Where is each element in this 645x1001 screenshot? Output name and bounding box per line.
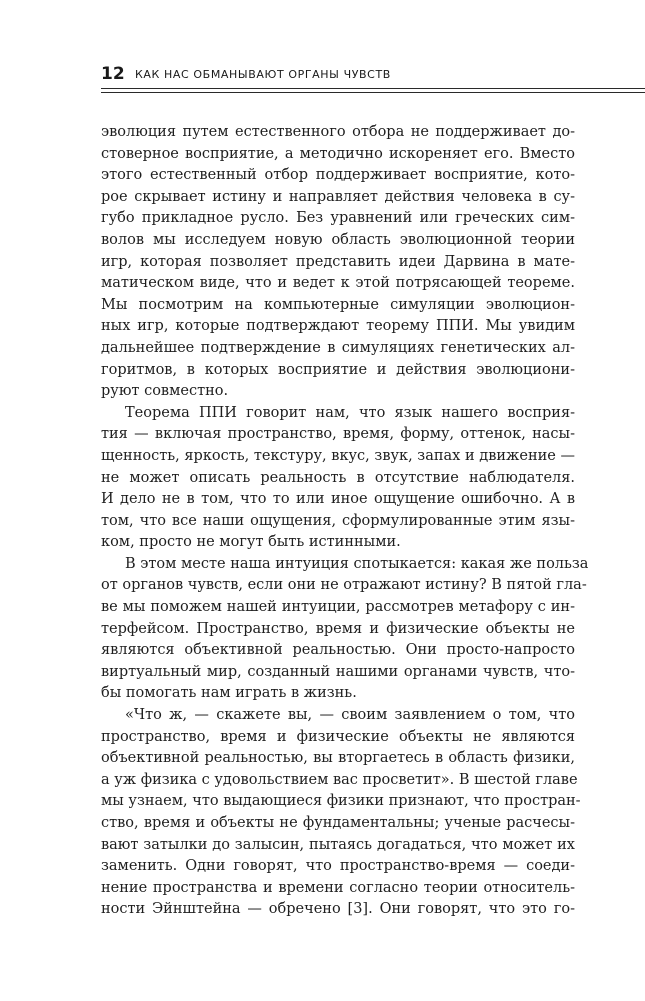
running-header xyxy=(101,58,645,98)
text-line: ство, время и объекты не фундаментальны; ученые расчесы- xyxy=(101,815,575,831)
text-line: бы помогать нам играть в жизнь. xyxy=(101,685,357,702)
page-number: 12 xyxy=(101,64,125,84)
text-line: Теорема ППИ говорит нам, что язык нашего восприя- xyxy=(125,404,575,421)
paragraph xyxy=(101,403,575,554)
text-line: этого естественный отбор поддерживает восприятие, кото- xyxy=(101,167,575,184)
text-line: матическом виде, что и ведет к этой потрясающей теореме. xyxy=(101,275,575,292)
text-line: заменить. Одни говорят, что пространство-время — соеди- xyxy=(101,858,575,875)
text-line: И дело не в том, что то или иное ощущение ошибочно. А в xyxy=(101,491,575,508)
text-line: виртуальный мир, созданный нашими органами чувств, что- xyxy=(101,663,575,680)
text-line: Мы посмотрим на компьютерные симуляции эволюцион- xyxy=(101,296,575,313)
header-rule-bottom xyxy=(101,92,645,93)
body-text xyxy=(101,122,589,921)
text-line: том, что все наши ощущения, сформулированные этим язы- xyxy=(101,512,575,529)
text-line: стоверное восприятие, а методично искореняет его. Вместо xyxy=(101,145,575,162)
text-line: а уж физика с удовольствием вас просветит». В шестой главе xyxy=(101,771,578,788)
text-line: нение пространства и времени согласно теории относитель- xyxy=(101,879,575,896)
text-line: терфейсом. Пространство, время и физические объекты не xyxy=(101,620,575,637)
text-line: щенность, яркость, текстуру, вкус, звук, запах и движение — xyxy=(101,447,575,464)
text-line: ком, просто не могут быть истинными. xyxy=(101,534,401,551)
text-line: ве мы поможем нашей интуиции, рассмотрев метафору с ин- xyxy=(101,599,575,616)
text-line: являются объективной реальностью. Они просто-напросто xyxy=(101,642,575,659)
text-line: руют совместно. xyxy=(101,383,229,400)
paragraph xyxy=(101,705,581,921)
header-rule-top xyxy=(101,88,645,89)
text-line: мы узнаем, что выдающиеся физики признают, что простран- xyxy=(101,793,581,810)
text-line: губо прикладное русло. Без уравнений или греческих сим- xyxy=(101,210,575,227)
text-line: «Что ж, — скажете вы, — своим заявлением о том, что xyxy=(125,707,575,724)
text-line: В этом месте наша интуиция спотыкается: какая же польза xyxy=(125,555,589,572)
text-line: объективной реальностью, вы вторгаетесь в область физики, xyxy=(101,750,575,767)
text-line: волов мы исследуем новую область эволюционной теории xyxy=(101,231,575,248)
text-line: ности Эйнштейна — обречено [3]. Они говорят, что это го- xyxy=(101,901,575,918)
running-title: КАК НАС ОБМАНЫВАЮТ ОРГАНЫ ЧУВСТВ xyxy=(135,68,391,81)
text-line: вают затылки до залысин, пытаясь догадаться, что может их xyxy=(101,836,575,853)
text-line: пространство, время и физические объекты не являются xyxy=(101,728,575,745)
text-line: дальнейшее подтверждение в симуляциях генетических ал- xyxy=(101,339,575,356)
text-line: тия — включая пространство, время, форму, оттенок, насы- xyxy=(101,426,575,443)
text-line: горитмов, в которых восприятие и действия эволюциони- xyxy=(101,361,575,378)
text-line: от органов чувств, если они не отражают истину? В пятой гла- xyxy=(101,577,587,594)
text-line: игр, которая позволяет представить идеи Дарвина в мате- xyxy=(101,253,575,270)
text-line: не может описать реальность в отсутствие наблюдателя. xyxy=(101,469,575,486)
text-line: эволюция путем естественного отбора не поддерживает до- xyxy=(101,124,575,140)
paragraph xyxy=(101,554,589,705)
paragraph xyxy=(101,122,575,403)
text-line: рое скрывает истину и направляет действия человека в су- xyxy=(101,188,575,205)
text-line: ных игр, которые подтверждают теорему ППИ. Мы увидим xyxy=(101,318,575,335)
